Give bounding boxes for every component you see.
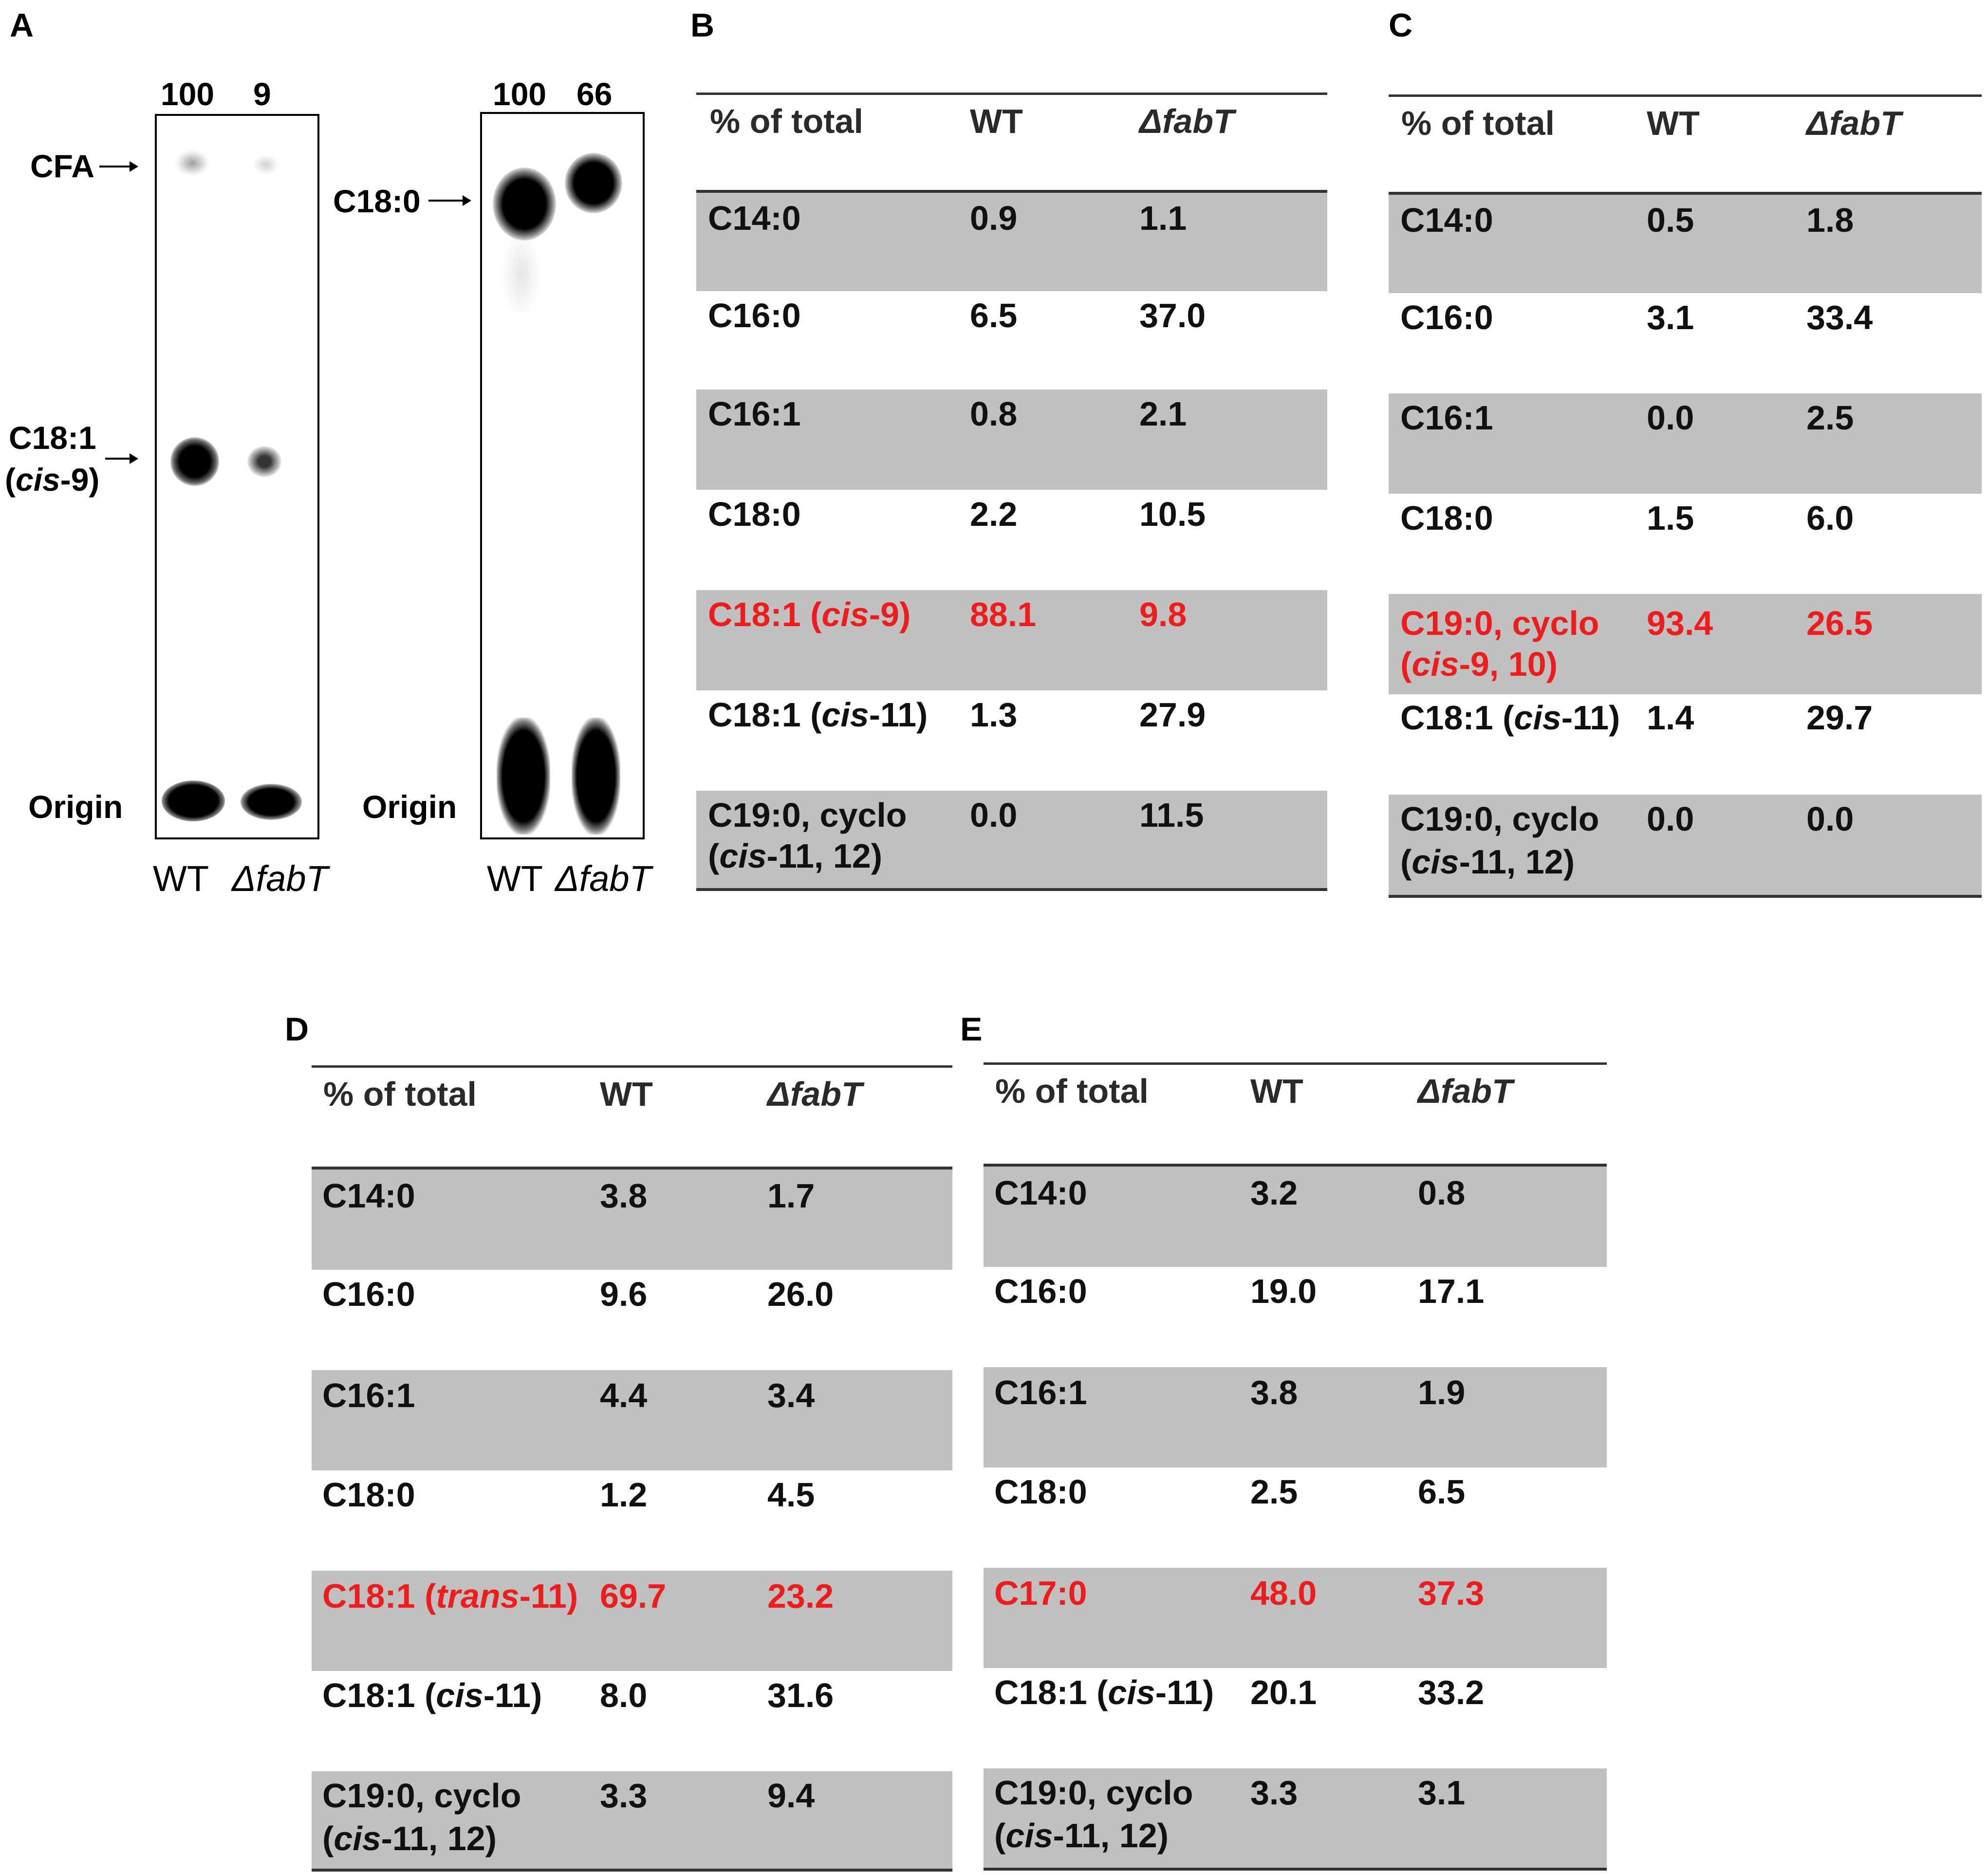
table-c-header-fabt: ΔfabT bbox=[1806, 104, 1901, 142]
table-cell: 29.7 bbox=[1806, 699, 1873, 737]
arrow-c18-1 bbox=[105, 458, 137, 460]
panel-label-c: C bbox=[1389, 7, 1413, 44]
table-cell: 0.5 bbox=[1647, 201, 1694, 239]
table-e-header-fabt: ΔfabT bbox=[1418, 1072, 1513, 1110]
table-cell: 3.1 bbox=[1647, 298, 1694, 336]
table-cell: C18:1 (cis-11) bbox=[1400, 699, 1620, 737]
table-cell: 1.8 bbox=[1806, 201, 1854, 239]
table-cell: C19:0, cyclo bbox=[994, 1774, 1193, 1812]
table-cell: 4.5 bbox=[767, 1476, 815, 1514]
table-cell: 1.3 bbox=[970, 696, 1018, 734]
table-row bbox=[1389, 494, 1982, 594]
table-row bbox=[312, 1470, 952, 1571]
table-row-highlight bbox=[312, 1571, 952, 1671]
table-cell: 4.4 bbox=[600, 1376, 648, 1414]
table-cell: 9.4 bbox=[767, 1777, 815, 1815]
table-cell: 6.5 bbox=[1418, 1473, 1466, 1511]
table-cell: 1.1 bbox=[1139, 199, 1187, 237]
spot-origin-wt-2 bbox=[497, 718, 550, 835]
table-cell: 23.2 bbox=[767, 1577, 834, 1615]
table-cell: C19:0, cyclo bbox=[1400, 604, 1599, 642]
table-cell: 2.2 bbox=[970, 495, 1018, 533]
table-cell: C14:0 bbox=[1400, 201, 1493, 239]
lane-value-wt-2: 100 bbox=[493, 76, 547, 112]
table-b bbox=[696, 93, 1327, 896]
table-cell: C18:1 (cis-11) bbox=[994, 1673, 1214, 1711]
table-cell: C14:0 bbox=[994, 1174, 1087, 1212]
spot-c18-0-wt bbox=[493, 167, 556, 241]
table-cell: 0.8 bbox=[970, 395, 1018, 433]
table-cell: 3.1 bbox=[1418, 1774, 1466, 1812]
spot-cfa-wt bbox=[175, 150, 209, 176]
table-row bbox=[312, 1270, 952, 1370]
tlc-plate-1 bbox=[155, 114, 319, 839]
table-cell: 3.4 bbox=[767, 1376, 815, 1414]
table-cell: 3.3 bbox=[600, 1777, 648, 1815]
table-cell: 31.6 bbox=[767, 1676, 834, 1714]
lane-value-fabt: 9 bbox=[253, 76, 271, 112]
spot-c18-1-fabt bbox=[247, 446, 281, 477]
table-cell: 0.0 bbox=[1806, 800, 1854, 838]
table-cell: 0.0 bbox=[1647, 800, 1694, 838]
table-cell: C18:1 (cis-11) bbox=[708, 696, 928, 734]
table-row bbox=[696, 690, 1327, 791]
table-cell: C16:0 bbox=[1400, 298, 1493, 336]
arrow-cfa bbox=[99, 166, 137, 167]
table-c-header-wt: WT bbox=[1647, 104, 1700, 142]
table-cell: 20.1 bbox=[1250, 1673, 1317, 1711]
spot-c18-1-wt bbox=[170, 437, 219, 486]
band-label-cis9: (cis-9) bbox=[5, 462, 100, 498]
smear-wt bbox=[502, 231, 540, 318]
table-cell: 2.1 bbox=[1139, 395, 1187, 433]
band-label-c18-0: C18:0 bbox=[333, 183, 421, 219]
table-cell: C16:1 bbox=[322, 1376, 415, 1414]
band-label-origin-2: Origin bbox=[362, 789, 457, 825]
table-cell: 0.0 bbox=[1647, 399, 1694, 437]
table-cell: C16:1 bbox=[994, 1374, 1087, 1411]
table-cell: (cis-11, 12) bbox=[1400, 843, 1575, 881]
table-b-header-wt: WT bbox=[970, 102, 1023, 140]
table-cell: 1.7 bbox=[767, 1177, 815, 1215]
table-cell: 26.5 bbox=[1806, 604, 1873, 642]
table-row bbox=[1389, 293, 1982, 393]
band-label-c18-1: C18:1 bbox=[9, 420, 96, 456]
table-e-header-label: % of total bbox=[995, 1072, 1149, 1110]
table-row bbox=[696, 791, 1327, 888]
table-cell: 26.0 bbox=[767, 1275, 834, 1313]
table-cell: (cis-9, 10) bbox=[1400, 645, 1558, 683]
table-cell: (cis-11, 12) bbox=[994, 1817, 1169, 1855]
table-row bbox=[312, 1370, 952, 1470]
table-d bbox=[312, 1065, 952, 1874]
table-cell: 11.5 bbox=[1139, 796, 1204, 834]
table-cell: 37.3 bbox=[1418, 1574, 1485, 1612]
table-cell: C19:0, cyclo bbox=[1400, 800, 1599, 838]
table-cell: 88.1 bbox=[970, 595, 1037, 633]
table-row bbox=[984, 1367, 1607, 1467]
table-row bbox=[984, 1668, 1607, 1768]
table-cell: 0.8 bbox=[1418, 1174, 1466, 1212]
table-e-header-wt: WT bbox=[1250, 1072, 1303, 1110]
table-cell: 48.0 bbox=[1250, 1574, 1317, 1612]
table-row bbox=[696, 490, 1327, 590]
table-cell: C18:1 (cis-9) bbox=[708, 595, 911, 633]
spot-origin-fabt-2 bbox=[572, 718, 620, 835]
table-row-highlight bbox=[696, 590, 1327, 690]
table-row bbox=[696, 291, 1327, 390]
lane-caption-fabt-2: ΔfabT bbox=[555, 858, 651, 899]
table-e bbox=[984, 1062, 1607, 1873]
table-d-header-fabt: ΔfabT bbox=[767, 1075, 862, 1113]
arrow-c18-0 bbox=[428, 200, 470, 202]
table-cell: 69.7 bbox=[600, 1577, 667, 1615]
table-row bbox=[984, 1167, 1607, 1267]
table-cell: 19.0 bbox=[1250, 1272, 1317, 1310]
lane-value-fabt-2: 66 bbox=[576, 76, 613, 112]
table-row-highlight bbox=[1389, 594, 1982, 694]
table-cell: C14:0 bbox=[322, 1177, 415, 1215]
lane-caption-fabt-1: ΔfabT bbox=[232, 858, 328, 899]
table-cell: C16:1 bbox=[708, 395, 801, 433]
table-cell: C14:0 bbox=[708, 199, 801, 237]
band-label-cfa: CFA bbox=[30, 148, 94, 184]
table-cell: 9.6 bbox=[600, 1275, 648, 1313]
table-cell: (cis-11, 12) bbox=[708, 837, 883, 875]
table-row bbox=[984, 1267, 1607, 1367]
table-cell: 1.2 bbox=[600, 1476, 648, 1514]
table-cell: 8.0 bbox=[600, 1676, 648, 1714]
table-row bbox=[984, 1768, 1607, 1868]
table-row-highlight bbox=[984, 1568, 1607, 1668]
table-row bbox=[984, 1467, 1607, 1568]
table-b-header-fabt: ΔfabT bbox=[1139, 102, 1234, 140]
table-cell: C19:0, cyclo bbox=[708, 796, 907, 834]
table-cell: C18:0 bbox=[1400, 499, 1493, 537]
table-cell: C16:0 bbox=[322, 1275, 415, 1313]
table-b-header-label: % of total bbox=[710, 102, 863, 140]
table-row bbox=[1389, 393, 1982, 494]
table-cell: 1.4 bbox=[1647, 699, 1694, 737]
table-row bbox=[312, 1170, 952, 1270]
table-cell: 33.4 bbox=[1806, 298, 1873, 336]
table-cell: 1.5 bbox=[1647, 499, 1694, 537]
lane-caption-wt-2: WT bbox=[487, 858, 543, 899]
tlc-plate-2 bbox=[480, 112, 645, 839]
table-row bbox=[312, 1771, 952, 1869]
table-cell: C18:1 (trans-11) bbox=[322, 1577, 578, 1615]
table-cell: C19:0, cyclo bbox=[322, 1777, 521, 1815]
table-cell: 3.2 bbox=[1250, 1174, 1298, 1212]
table-cell: 27.9 bbox=[1139, 696, 1206, 734]
spot-origin-wt bbox=[162, 780, 225, 821]
table-c bbox=[1389, 94, 1982, 903]
panel-label-d: D bbox=[285, 1011, 309, 1048]
table-cell: C16:1 bbox=[1400, 399, 1493, 437]
table-cell: 93.4 bbox=[1647, 604, 1713, 642]
table-row bbox=[696, 390, 1327, 490]
table-cell: 0.0 bbox=[970, 796, 1018, 834]
table-cell: 1.9 bbox=[1418, 1374, 1466, 1411]
table-cell: 3.3 bbox=[1250, 1774, 1298, 1812]
table-cell: 6.0 bbox=[1806, 499, 1854, 537]
table-cell: 2.5 bbox=[1806, 399, 1854, 437]
lane-caption-wt-1: WT bbox=[153, 858, 209, 899]
table-d-header-label: % of total bbox=[323, 1075, 477, 1113]
table-row bbox=[1389, 195, 1982, 293]
table-cell: 3.8 bbox=[600, 1177, 648, 1215]
table-cell: C16:0 bbox=[708, 297, 801, 334]
table-cell: C17:0 bbox=[994, 1574, 1087, 1612]
table-cell: C16:0 bbox=[994, 1272, 1087, 1310]
spot-origin-fabt bbox=[241, 784, 302, 820]
panel-label-a: A bbox=[10, 7, 34, 44]
table-cell: C18:1 (cis-11) bbox=[322, 1676, 542, 1714]
table-cell: 33.2 bbox=[1418, 1673, 1485, 1711]
table-d-header-wt: WT bbox=[600, 1075, 653, 1113]
table-cell: 37.0 bbox=[1139, 297, 1206, 334]
band-label-origin-1: Origin bbox=[28, 789, 123, 825]
table-cell: 0.9 bbox=[970, 199, 1018, 237]
table-cell: 10.5 bbox=[1139, 495, 1206, 533]
table-row bbox=[312, 1671, 952, 1771]
table-cell: C18:0 bbox=[994, 1473, 1087, 1511]
table-cell: 6.5 bbox=[970, 297, 1018, 334]
table-row bbox=[1389, 795, 1982, 895]
table-cell: 9.8 bbox=[1139, 595, 1187, 633]
table-cell: 3.8 bbox=[1250, 1374, 1298, 1411]
table-row bbox=[696, 193, 1327, 291]
table-cell: 2.5 bbox=[1250, 1473, 1298, 1511]
panel-label-b: B bbox=[690, 7, 715, 44]
table-c-header-label: % of total bbox=[1401, 104, 1555, 142]
spot-cfa-fabt bbox=[252, 154, 279, 175]
panel-label-e: E bbox=[960, 1011, 983, 1048]
table-cell: 17.1 bbox=[1418, 1272, 1485, 1310]
lane-value-wt: 100 bbox=[161, 76, 215, 112]
table-cell: (cis-11, 12) bbox=[322, 1819, 497, 1857]
table-cell: C18:0 bbox=[322, 1476, 415, 1514]
table-cell: C18:0 bbox=[708, 495, 801, 533]
table-row bbox=[1389, 694, 1982, 795]
spot-c18-0-fabt bbox=[565, 153, 622, 213]
